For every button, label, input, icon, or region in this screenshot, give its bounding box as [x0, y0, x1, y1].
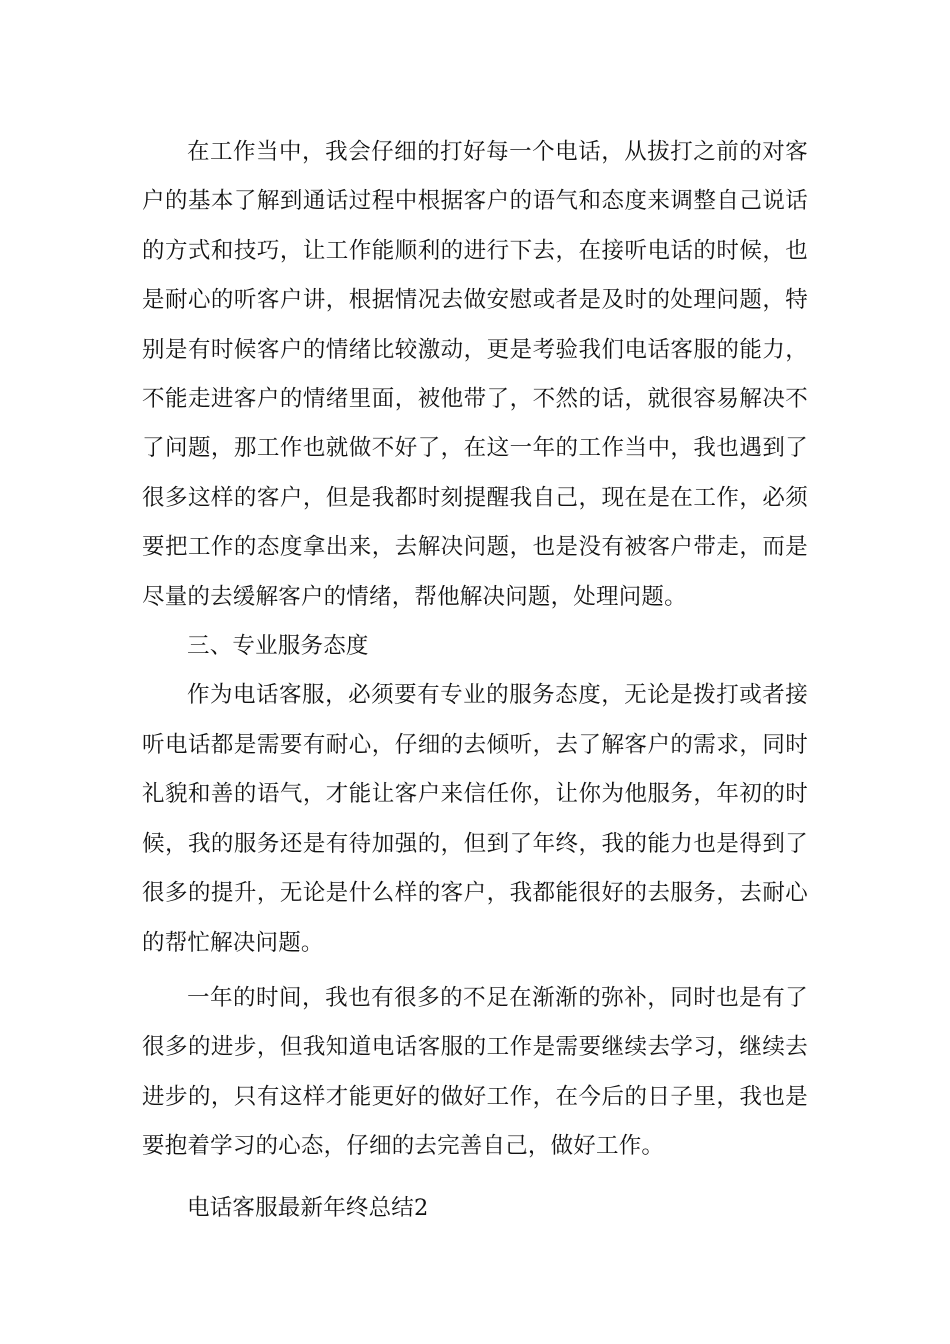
paragraph-call-handling: 在工作当中，我会仔细的打好每一个电话，从拔打之前的对客户的基本了解到通话过程中根据客户的语气和态度来调整自己说话的方式和技巧，让工作能顺利的进行下去，在接听电话的时候，也是耐心的听客户讲，根据情况去做安慰或者是及时的处理问题，特别是有时候客户的情绪比较激动，更是考验我们电话客服的能力，不能走进客户的情绪里面，被他带了，不然的话，就很容易解决不了问题，那工作也就做不好了，在这一年的工作当中，我也遇到了很多这样的客户，但是我都时刻提醒我自己，现在是在工作，必须要把工作的态度拿出来，去解决问题，也是没有被客户带走，而是尽量的去缓解客户的情绪，帮他解决问题，处理问题。 [142, 139, 808, 610]
document-subtitle: 电话客服最新年终总结2 [187, 1194, 429, 1221]
paragraph-service-attitude: 作为电话客服，必须要有专业的服务态度，无论是拨打或者接听电话都是需要有耐心，仔细的去倾听，去了解客户的需求，同时礼貌和善的语气，才能让客户来信任你，让你为他服务，年初的时候，我的服务还是有待加强的，但到了年终，我的能力也是得到了很多的提升，无论是什么样的客户，我都能很好的去服务，去耐心的帮忙解决问题。 [142, 682, 808, 956]
section-heading-professional-service: 三、专业服务态度 [187, 633, 369, 660]
document-body [142, 128, 808, 1233]
paragraph-year-summary: 一年的时间，我也有很多的不足在渐渐的弥补，同时也是有了很多的进步，但我知道电话客服的工作是需要继续去学习，继续去进步的，只有这样才能更好的做好工作，在今后的日子里，我也是要抱着学习的心态，仔细的去完善自己，做好工作。 [142, 984, 808, 1160]
